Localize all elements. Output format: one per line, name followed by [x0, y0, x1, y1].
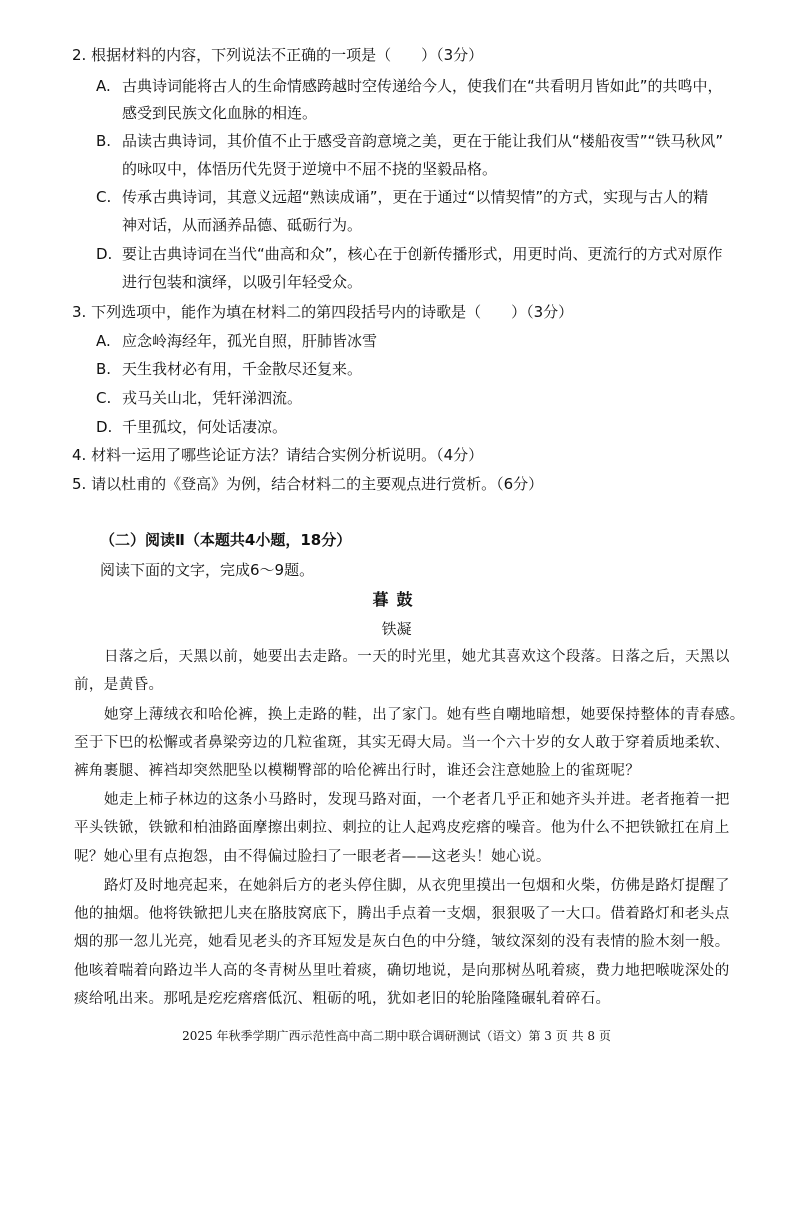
q2-option-c-label: C.: [96, 188, 112, 206]
article-line: 日落之后，天黑以前，她要出去走路。一天的时光里，她尤其喜欢这个段落。日落之后，天黑以: [104, 649, 730, 665]
article-line: 平头铁锨，铁锨和柏油路面摩擦出刺拉、刺拉的让人起鸡皮疙瘩的噪音。他为什么不把铁锨扛在肩上: [74, 820, 730, 836]
q2-option-a-line1: 古典诗词能将古人的生命情感跨越时空传递给今人，使我们在“共看明月皆如此”的共鸣中，: [122, 77, 723, 95]
article-author: 铁凝: [381, 620, 412, 638]
section-heading: （二）阅读Ⅱ（本题共4小题，18分）: [100, 531, 352, 549]
q3-option-b-text: 天生我材必有用，千金散尽还复来。: [122, 360, 363, 378]
q2-option-a-line2: 感受到民族文化血脉的相连。: [122, 104, 318, 122]
q3-option-b-label: B.: [96, 360, 112, 378]
q2-option-d-label: D.: [96, 245, 113, 263]
article-title: 暮鼓: [372, 590, 421, 609]
q3-option-a-label: A.: [96, 332, 111, 350]
q3-option-c-label: C.: [96, 389, 112, 407]
article-line: 烟的那一忽儿光亮，她看见老头的齐耳短发是灰白色的中分缝，皱纹深刻的没有表情的脸木刻一般。: [74, 934, 730, 950]
article-line: 他咳着喘着向路边半人高的冬青树丛里吐着痰，确切地说，是向那树丛吼着痰，费力地把喉咙深处的: [74, 963, 730, 979]
q2-option-b-label: B.: [96, 132, 112, 150]
q2-option-d-line2: 进行包装和演绎，以吸引年轻受众。: [122, 273, 363, 291]
question-2-stem: 2. 根据材料的内容，下列说法不正确的一项是（ ）（3分）: [72, 46, 484, 64]
q3-option-d-text: 千里孤坟，何处话凄凉。: [122, 418, 288, 436]
section-instruction: 阅读下面的文字，完成6～9题。: [100, 561, 315, 579]
article-line: 他的抽烟。他将铁锨把儿夹在胳肢窝底下，腾出手点着一支烟，狠狠吸了一大口。借着路灯和老头点: [74, 906, 730, 922]
question-3-stem: 3. 下列选项中，能作为填在材料二的第四段括号内的诗歌是（ ）（3分）: [72, 303, 574, 321]
q3-option-c-text: 戎马关山北，凭轩涕泗流。: [122, 389, 303, 407]
q2-option-c-line1: 传承古典诗词，其意义远超“熟读成诵”，更在于通过“以情契情”的方式，实现与古人的精: [122, 188, 709, 206]
q2-option-c-line2: 神对话，从而涵养品德、砥砺行为。: [122, 216, 363, 234]
article-line: 裤角裹腿、裤裆却突然肥坠以模糊臀部的哈伦裤出行时，谁还会注意她脸上的雀斑呢？: [74, 763, 641, 779]
article-line: 她走上柿子林边的这条小马路时，发现马路对面，一个老者几乎正和她齐头并进。老者拖着一把: [104, 792, 730, 808]
article-line: 前，是黄昏。: [74, 677, 164, 693]
q2-option-d-line1: 要让古典诗词在当代“曲高和众”，核心在于创新传播形式，用更时尚、更流行的方式对原作: [122, 245, 723, 263]
question-5: 5. 请以杜甫的《登高》为例，结合材料二的主要观点进行赏析。（6分）: [72, 475, 544, 493]
page-footer: 2025 年秋季学期广西示范性高中高二期中联合调研测试（语文）第 3 页 共 8 页: [182, 1029, 611, 1043]
q3-option-a-text: 应念岭海经年，孤光自照，肝肺皆冰雪: [122, 332, 378, 350]
q3-option-d-label: D.: [96, 418, 113, 436]
q2-option-b-line2: 的咏叹中，体悟历代先贤于逆境中不屈不挠的坚毅品格。: [122, 160, 498, 178]
q2-option-b-line1: 品读古典诗词，其价值不止于感受音韵意境之美，更在于能让我们从“楼船夜雪”“铁马秋风”: [122, 132, 724, 150]
article-line: 痰给吼出来。那吼是疙疙瘩瘩低沉、粗砺的吼，犹如老旧的轮胎隆隆碾轧着碎石。: [74, 991, 611, 1007]
q2-option-a-label: A.: [96, 77, 111, 95]
article-line: 路灯及时地亮起来，在她斜后方的老头停住脚，从衣兜里摸出一包烟和火柴，仿佛是路灯提醒了: [104, 878, 730, 894]
article-line: 呢？她心里有点抱怨，由不得偏过脸扫了一眼老者——这老头！她心说。: [74, 849, 551, 865]
article-line: 至于下巴的松懈或者鼻梁旁边的几粒雀斑，其实无碍大局。当一个六十岁的女人敢于穿着质地柔软、: [74, 735, 730, 751]
article-line: 她穿上薄绒衣和哈伦裤，换上走路的鞋，出了家门。她有些自嘲地暗想，她要保持整体的青春感。: [104, 707, 745, 723]
question-4: 4. 材料一运用了哪些论证方法？请结合实例分析说明。（4分）: [72, 446, 484, 464]
